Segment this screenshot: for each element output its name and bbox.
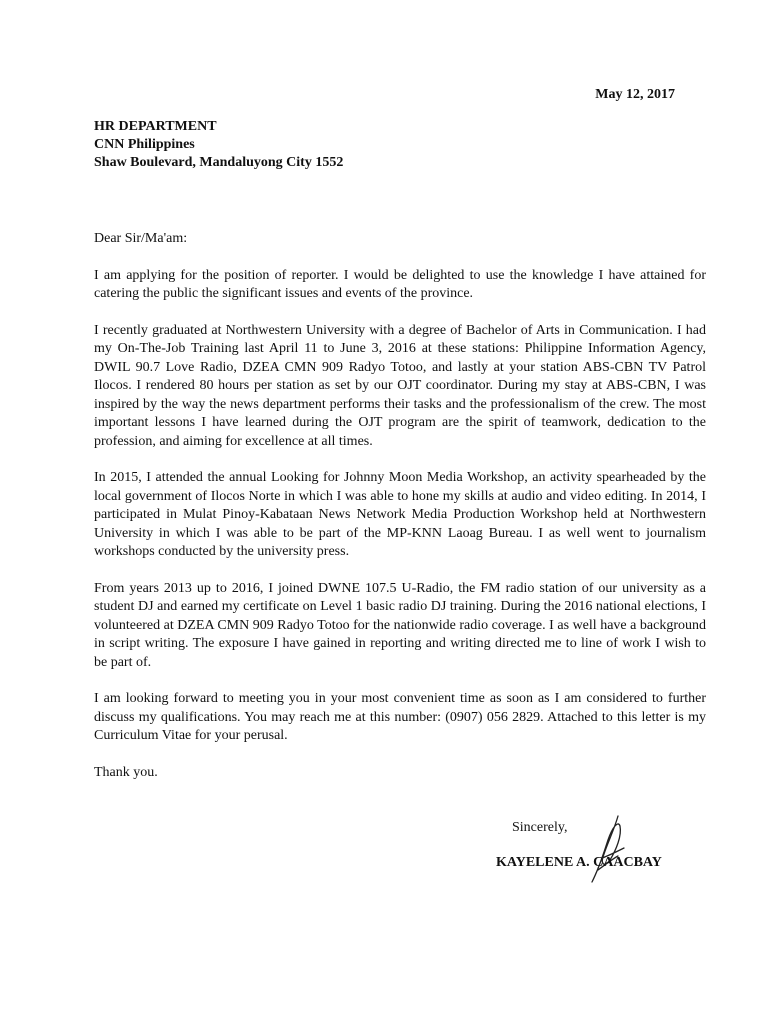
signer-name: KAYELENE A. CAACBAY [496, 855, 662, 870]
paragraph-workshops: In 2015, I attended the annual Looking for Johnny Moon Media Workshop, an activity spearheaded by the local government of Ilocos Norte in which I was able to hone my skills at audio and video editing. In 2014, I participated in Mulat Pinoy-Kabataan News Network Media Production Workshop held at Northwestern University in which I was able to be part of the MP-KNN Laoag Bureau. I as well went to journalism workshops conducted by the university press. [94, 470, 706, 559]
paragraph-radio: From years 2013 up to 2016, I joined DWNE 107.5 U-Radio, the FM radio station of our university as a student DJ and earned my certificate on Level 1 basic radio DJ training. During the 2016 national elections, I volunteered at DZEA CMN 909 Radyo Totoo for the nationwide radio coverage. I as well have a background in script writing. The exposure I have gained in reporting and writing directed me to line of work I wish to be part of. [94, 580, 706, 670]
thank-you: Thank you. [94, 764, 158, 780]
letter-date: May 12, 2017 [595, 87, 675, 102]
letter-body [94, 230, 706, 800]
paragraph-closing: I am looking forward to meeting you in your most convenient time as soon as I am considered to further discuss my qualifications. You may reach me at this number: (0907) 056 2829. Attached to this letter is my Curriculum Vitae for your perusal. [94, 691, 706, 743]
recipient-company: CNN Philippines [94, 137, 195, 152]
signature-icon [578, 812, 638, 890]
recipient-address: Shaw Boulevard, Mandaluyong City 1552 [94, 155, 344, 170]
salutation: Dear Sir/Ma'am: [94, 231, 188, 246]
recipient-address-block [94, 118, 343, 172]
paragraph-education: I recently graduated at Northwestern University with a degree of Bachelor of Arts in Communication. I had my On-The-Job Training last April 11 to June 3, 2016 at these stations: Philippine Information Agency, DWIL 90.7 Love Radio, DZEA CMN 909 Radyo Totoo, and lastly at your station ABS-CBN TV Patrol Ilocos. I rendered 80 hours per station as set by our OJT coordinator. During my stay at ABS-CBN, I was inspired by the way the news department performs their tasks and the professionalism of the crew. The most important lessons I have learned during the OJT program are the spirit of teamwork, dedication to the profession, and aiming for excellence at all times. [94, 322, 706, 449]
complimentary-close: Sincerely, [512, 820, 568, 835]
recipient-department: HR DEPARTMENT [94, 119, 217, 134]
paragraph-intro: I am applying for the position of reporter. I would be delighted to use the knowledge I have attained for catering the public the significant issues and events of the province. [94, 267, 706, 301]
